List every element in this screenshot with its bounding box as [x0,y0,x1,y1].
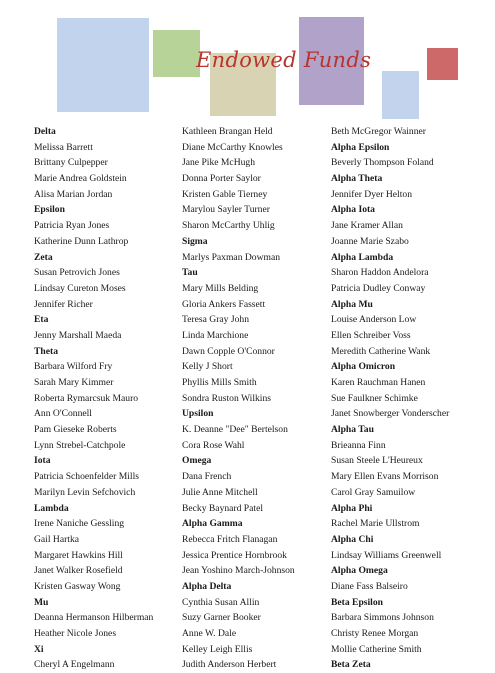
fund-name: Louise Anderson Low [331,314,417,326]
fund-name: Donna Porter Saylor [182,173,261,185]
fund-name: Beth McGregor Wainner [331,126,426,137]
decorative-square-green [153,30,200,77]
fund-name: K. Deanne "Dee" Bertelson [182,424,288,436]
fund-name: Cora Rose Wahl [182,439,245,451]
chapter-heading: Theta [34,345,58,357]
fund-name: Sondra Ruston Wilkins [182,392,271,404]
fund-name: Sue Faulkner Schimke [331,392,418,404]
fund-name: Rebecca Fritch Flanagan [182,533,278,545]
chapter-heading: Alpha Tau [331,424,374,436]
chapter-heading: Delta [34,126,56,137]
chapter-heading: Alpha Lambda [331,251,394,263]
fund-name: Phyllis Mills Smith [182,377,257,388]
fund-name: Kelley Leigh Ellis [182,643,253,655]
decorative-square-blue-right [382,71,419,119]
chapter-heading: Tau [182,267,198,279]
chapter-heading: Lambda [34,502,69,514]
fund-name: Pam Gieseke Roberts [34,424,117,436]
chapter-heading: Mu [34,596,49,608]
chapter-heading: Beta Zeta [331,659,371,671]
fund-name: Marlys Paxman Dowman [182,251,281,263]
chapter-heading: Alpha Omicron [331,361,396,373]
chapter-heading: Beta Epsilon [331,596,383,608]
fund-name: Gloria Ankers Fassett [182,298,266,310]
fund-name: Marie Andrea Goldstein [34,173,127,185]
fund-name: Mary Ellen Evans Morrison [331,471,439,483]
chapter-heading: Alpha Theta [331,173,383,185]
fund-name: Jenny Marshall Maeda [34,329,122,341]
fund-name: Suzy Garner Booker [182,612,261,624]
fund-name: Christy Renee Morgan [331,628,419,639]
fund-name: Jean Yoshino March-Johnson [182,565,295,577]
chapter-heading: Upsilon [182,408,214,420]
fund-name: Teresa Gray John [182,314,249,326]
decorative-square-blue [57,18,149,112]
fund-name: Patricia Dudley Conway [331,282,426,294]
fund-name: Mollie Catherine Smith [331,643,422,655]
fund-name: Susan Steele L'Heureux [331,455,423,467]
fund-name: Barbara Wilford Fry [34,361,113,373]
fund-name: Katherine Dunn Lathrop [34,235,129,247]
fund-name: Margaret Hawkins Hill [34,549,123,561]
chapter-heading: Eta [34,314,49,326]
chapter-heading: Alpha Epsilon [331,141,390,153]
fund-name: Deanna Hermanson Hilberman [34,612,154,624]
fund-name: Patricia Schoenfelder Mills [34,471,139,483]
fund-name: Jane Kramer Allan [331,220,403,232]
fund-name: Kristen Gasway Wong [34,580,121,592]
fund-name: Karen Rauchman Hanen [331,377,426,388]
fund-name: Marylou Sayler Turner [182,204,270,216]
chapter-heading: Omega [182,455,212,467]
fund-name: Brieanna Finn [331,439,386,451]
fund-name: Lindsay Williams Greenwell [331,549,442,561]
fund-name: Sharon Haddon Andelora [331,267,429,279]
fund-name: Linda Marchione [182,329,249,341]
chapter-heading: Epsilon [34,204,65,216]
fund-name: Ann O'Connell [34,408,92,420]
fund-name: Susan Petrovich Jones [34,267,120,279]
fund-name: Cheryl A Engelmann [34,659,115,671]
chapter-heading: Zeta [34,251,53,263]
chapter-heading: Alpha Phi [331,502,373,514]
fund-name: Julie Anne Mitchell [182,486,258,498]
chapter-heading: Alpha Gamma [182,518,243,530]
fund-name: Gail Hartka [34,533,80,545]
fund-name: Jennifer Richer [34,298,93,310]
fund-name: Beverly Thompson Foland [331,157,434,169]
fund-name: Judith Anderson Herbert [182,659,277,671]
fund-name: Brittany Culpepper [34,157,108,169]
fund-name: Marilyn Levin Sefchovich [34,486,136,498]
column-1 [34,124,174,673]
fund-name: Becky Baynard Patel [182,502,263,514]
chapter-heading: Alpha Chi [331,533,374,545]
column-3 [331,124,481,673]
column-2 [182,124,327,673]
fund-name: Jennifer Dyer Helton [331,188,412,200]
fund-name: Barbara Simmons Johnson [331,612,434,624]
fund-name: Meredith Catherine Wank [331,345,431,357]
fund-name: Carol Gray Samuilow [331,486,416,498]
fund-name: Diane McCarthy Knowles [182,141,283,153]
fund-name: Kristen Gable Tierney [182,188,268,200]
chapter-heading: Alpha Iota [331,204,375,216]
fund-name: Jessica Prentice Hornbrook [182,549,287,561]
fund-name: Cynthia Susan Allin [182,596,260,608]
fund-name: Lynn Strebel-Catchpole [34,439,126,451]
fund-name: Sharon McCarthy Uhlig [182,220,275,232]
fund-name: Kathleen Brangan Held [182,126,273,137]
chapter-heading: Xi [34,643,44,655]
header-graphic [0,0,495,120]
fund-name: Janet Snowberger Vonderscher [331,408,450,420]
fund-name: Irene Naniche Gessling [34,518,125,530]
chapter-heading: Alpha Omega [331,565,388,577]
chapter-heading: Alpha Delta [182,580,232,592]
fund-name: Dana French [182,471,232,483]
fund-name: Dawn Copple O'Connor [182,345,275,357]
fund-name: Roberta Rymarcsuk Mauro [34,392,139,404]
fund-name: Diane Fass Balseiro [331,580,408,592]
chapter-heading: Sigma [182,235,208,247]
chapter-heading: Iota [34,455,51,467]
fund-name: Mary Mills Belding [182,282,259,294]
fund-name: Lindsay Cureton Moses [34,282,126,294]
fund-name: Jane Pike McHugh [182,157,256,169]
fund-name: Janet Walker Rosefield [34,565,123,577]
fund-name: Melissa Barrett [34,141,93,153]
page-title: Endowed Funds [196,48,372,72]
fund-name: Heather Nicole Jones [34,628,117,639]
fund-name: Ellen Schreiber Voss [331,329,411,341]
fund-name: Sarah Mary Kimmer [34,377,114,388]
fund-name: Alisa Marian Jordan [34,188,113,200]
fund-name: Anne W. Dale [182,628,237,639]
decorative-square-red [427,48,458,80]
fund-name: Joanne Marie Szabo [331,235,409,247]
chapter-heading: Alpha Mu [331,298,373,310]
fund-name: Rachel Marie Ullstrom [331,518,420,530]
fund-name: Kelly J Short [182,361,233,373]
fund-name: Patricia Ryan Jones [34,220,110,232]
